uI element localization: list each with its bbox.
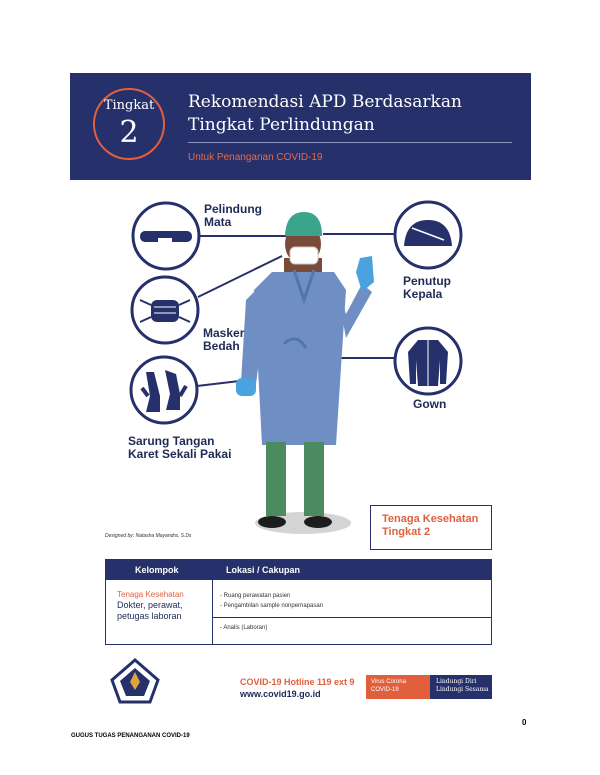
right-shoe [304,516,332,528]
surgical-mask [290,247,318,264]
mask-icon [132,277,198,343]
gown-icon [395,328,461,394]
level-box-text: Tenaga Kesehatan Tingkat 2 [382,513,479,538]
location-item: - Ruang perawatan pasien [220,593,291,599]
group-detail: Dokter, perawat, petugas laboran [117,600,183,621]
page-title-line1: Rekomendasi APD Berdasarkan [188,92,462,112]
column-divider [212,580,213,645]
level-badge-word: Tingkat [103,98,155,113]
header-group: Kelompok [135,565,179,575]
head-cover-icon [395,202,461,268]
goggles-icon [133,203,199,269]
gown-body [254,272,346,445]
label-gown: Gown [413,397,447,411]
footer-text: GUGUS TUGAS PENANGANAN COVID-19 [71,733,190,739]
hotline-text: COVID-19 Hotline 119 ext 9 [240,677,355,687]
virus-corona-text: Virus Corona COVID-19 [371,679,406,693]
level-badge-number: 2 [119,115,139,150]
location-item: - Analis (Laboran) [220,625,268,631]
label-surgical-mask: Masker Bedah [203,326,245,353]
right-leg [304,442,324,516]
head-cap [285,212,322,236]
label-eye-protection: Pelindung Mata [204,202,262,229]
designer-credit: Designed by: Natasha Mayandra, S.Ds [105,533,192,539]
right-glove [356,256,374,292]
label-gloves: Sarung Tangan Karet Sekali Pakai [128,434,232,461]
gloves-icon [131,357,197,423]
task-force-logo [110,658,160,704]
left-leg [266,442,286,516]
health-worker-figure [236,212,374,534]
header-location: Lokasi / Cakupan [226,565,301,575]
lindungi-text: Lindungi Diri Lindungi Sesama [436,678,489,693]
label-head-cover: Penutup Kepala [403,274,451,301]
page-title-line2: Tingkat Perlindungan [188,115,375,135]
website-link[interactable]: www.covid19.go.id [240,689,321,699]
row-divider [212,617,492,618]
left-glove [236,378,256,396]
page-number: 0 [522,718,527,727]
page-subtitle: Untuk Penanganan COVID-19 [188,152,323,163]
left-shoe [258,516,286,528]
location-item: - Pengambilan sample nonpernapasan [220,603,324,609]
group-highlight: Tenaga Kesehatan [117,590,184,599]
